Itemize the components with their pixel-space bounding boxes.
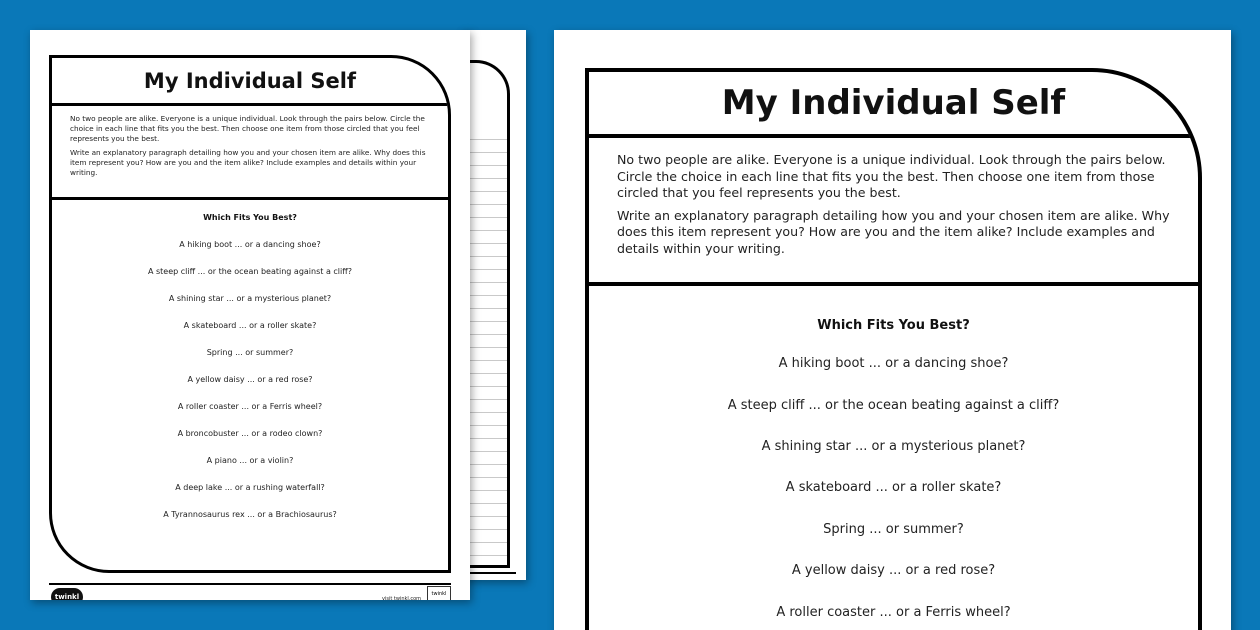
large-intro-paragraph-1: No two people are alike. Everyone is a unique individual. Look through the pairs below. Circle the choice in each line that fits you the best. Then choose one item from those circled that you feel represents you the best.	[617, 152, 1166, 200]
small-pair-item: A deep lake ... or a rushing waterfall?	[175, 483, 325, 492]
large-pair-item: A shining star ... or a mysterious planet?	[761, 438, 1026, 454]
large-pair-item: A steep cliff ... or the ocean beating against a cliff?	[727, 397, 1060, 413]
large-pair-item: A yellow daisy ... or a red rose?	[791, 563, 996, 579]
back-footer-line	[462, 572, 516, 574]
small-pair-item: A shining star ... or a mysterious planet?	[168, 294, 332, 303]
small-pair-item: A steep cliff ... or the ocean beating against a cliff?	[147, 267, 352, 276]
large-intro-paragraph-2: Write an explanatory paragraph detailing how you and your chosen item are alike. Why does this item represent you? How are you and the item alike? Include examples and details within your writing.	[617, 207, 1170, 256]
large-list-heading: Which Fits You Best?	[817, 318, 970, 333]
small-pair-item: A yellow daisy ... or a red rose?	[187, 375, 313, 384]
large-pairs-list	[589, 302, 1198, 630]
writing-lines	[466, 127, 507, 565]
back-page-frame	[466, 60, 510, 568]
small-pairs-list	[52, 213, 448, 537]
large-worksheet-title: My Individual Self	[589, 72, 1198, 138]
footer-url: visit twinkl.com	[382, 596, 422, 600]
small-intro-paragraph-1: No two people are alike. Everyone is a unique individual. Look through the pairs below. Circle the choice in each line that fits you the best. Then choose one item from those circled that you feel represents you the best.	[70, 114, 425, 143]
small-list-heading: Which Fits You Best?	[203, 213, 297, 222]
large-intro	[589, 152, 1198, 263]
large-pair-item: A skateboard ... or a roller skate?	[785, 480, 1002, 496]
large-worksheet-page	[554, 30, 1231, 630]
small-pair-item: A roller coaster ... or a Ferris wheel?	[177, 402, 323, 411]
small-pair-item: A piano ... or a violin?	[206, 456, 294, 465]
small-pair-item: A hiking boot ... or a dancing shoe?	[179, 240, 321, 249]
back-lined-page	[462, 30, 526, 580]
small-pair-item: A Tyrannosaurus rex ... or a Brachiosaurus?	[163, 510, 337, 519]
badge-logo: twinkl	[427, 586, 451, 600]
twinkl-logo: twinkl	[51, 588, 83, 600]
small-intro-paragraph-2: Write an explanatory paragraph detailing how you and your chosen item are alike. Why does this item represent you? How are you and the item alike? Include examples and details within your writing.	[70, 148, 426, 177]
small-worksheet-page	[30, 30, 470, 600]
small-pair-item: A broncobuster ... or a rodeo clown?	[177, 429, 323, 438]
small-worksheet-title: My Individual Self	[52, 58, 448, 106]
small-intro	[52, 114, 448, 182]
large-pair-item: Spring ... or summer?	[823, 521, 964, 537]
large-pair-item: A hiking boot ... or a dancing shoe?	[778, 356, 1009, 372]
small-pair-item: Spring ... or summer?	[206, 348, 294, 357]
small-pair-item: A skateboard ... or a roller skate?	[183, 321, 317, 330]
large-pair-item: A roller coaster ... or a Ferris wheel?	[776, 604, 1011, 620]
large-divider	[589, 282, 1198, 286]
small-footer-line	[49, 583, 451, 585]
small-divider	[52, 197, 448, 200]
small-worksheet-frame	[49, 55, 451, 573]
large-worksheet-frame	[585, 68, 1202, 630]
